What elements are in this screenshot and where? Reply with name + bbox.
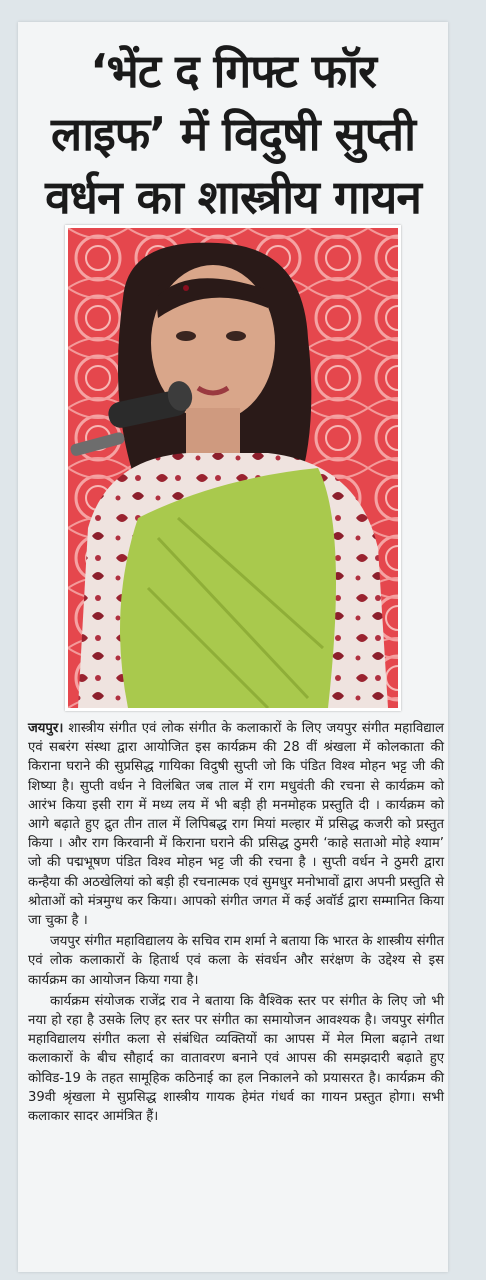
paragraph-3: कार्यक्रम संयोजक राजेंद्र राव ने बताया कि वैश्विक स्तर पर संगीत के लिए जो भी नया हो रहा है उसके लिए हर स्तर पर संगीत का समायोजन आवश्यक है। जयपुर संगीत महाविद्यालय संगीत कला से संबंधित व्यक्तियों का आपस में मेल मिला बढ़ाने तथा कलाकारों के बीच सौहार्द का वातावरण बनाने एवं आपस की समझदारी बढ़ाते हुए कोविड-19 के तहत सामूहिक कठिनाई का हल निकालने को प्रयासरत है। कार्यक्रम की 39वी श्रृंखला मे सुप्रसिद्ध शास्त्रीय गायक हेमंत गंधर्व का गायन प्रस्तुत होगा। सभी कलाकार सादर आमंत्रित हैं। — [28, 993, 444, 1125]
headline-line-1: ‘भेंट द गिफ्ट फॉर — [90, 44, 376, 98]
headline — [18, 40, 448, 229]
singer-illustration — [68, 228, 398, 708]
article-body — [28, 719, 444, 1126]
dateline: जयपुर। — [28, 721, 64, 736]
headline-line-3: वर्धन का शास्त्रीय गायन — [45, 170, 421, 224]
newspaper-clipping — [18, 22, 448, 1272]
paragraph-2: जयपुर संगीत महाविद्यालय के सचिव राम शर्मा ने बताया कि भारत के शास्त्रीय संगीत एवं लोक कलाकारों के हितार्थ एवं कला के संवर्धन और सरंक्षण के उद्देश्य से इस कार्यक्रम का आयोजन किया गया है। — [28, 934, 444, 988]
singer-photo — [65, 225, 401, 711]
headline-line-2: लाइफ’ में विदुषी सुप्ती — [51, 107, 415, 161]
paragraph-1 — [28, 719, 444, 930]
paragraph-1-text: शास्त्रीय संगीत एवं लोक संगीत के कलाकारों के लिए जयपुर संगीत महाविद्याल एवं सबरंग संस्था द्वारा आयोजित इस कार्यक्रम की 28 वीं श्रंखला में कोलकाता की किराना घराने की सुप्रसिद्ध गायिका विदुषी सुप्ती जो कि पंडित विश्व मोहन भट्ट जी की शिष्या है। सुप्ती वर्धन ने विलंबित जब ताल में राग मधुवंती की रचना से कार्यक्रम को आरंभ किया इसी राग में मध्य लय में भी बड़ी ही मनमोहक प्रस्तुति दी । कार्यक्रम को आगे बढ़ाते हुए द्रुत तीन ताल में लिपिबद्ध राग मियां मल्हार में प्रसिद्ध कजरी को प्रस्तुत किया । और राग किरवानी में किराना घराने की प्रसिद्ध ठुमरी ‘काहे सताओ मोहे श्याम’ जो की पद्मभूषण पंडित विश्व मोहन भट्ट जी की रचना है । सुप्ती वर्धन ने ठुमरी द्वारा कन्हैया की अठखेलियां को बड़ी ही रचनात्मक एवं सुमधुर मनोभावों द्वारा अपनी प्रस्तुति से श्रोताओं को मंत्रमुग्ध कर किया। आपको संगीत जगत में कई अवॉर्ड द्वारा सम्मानित किया जा चुका है । — [28, 721, 444, 929]
